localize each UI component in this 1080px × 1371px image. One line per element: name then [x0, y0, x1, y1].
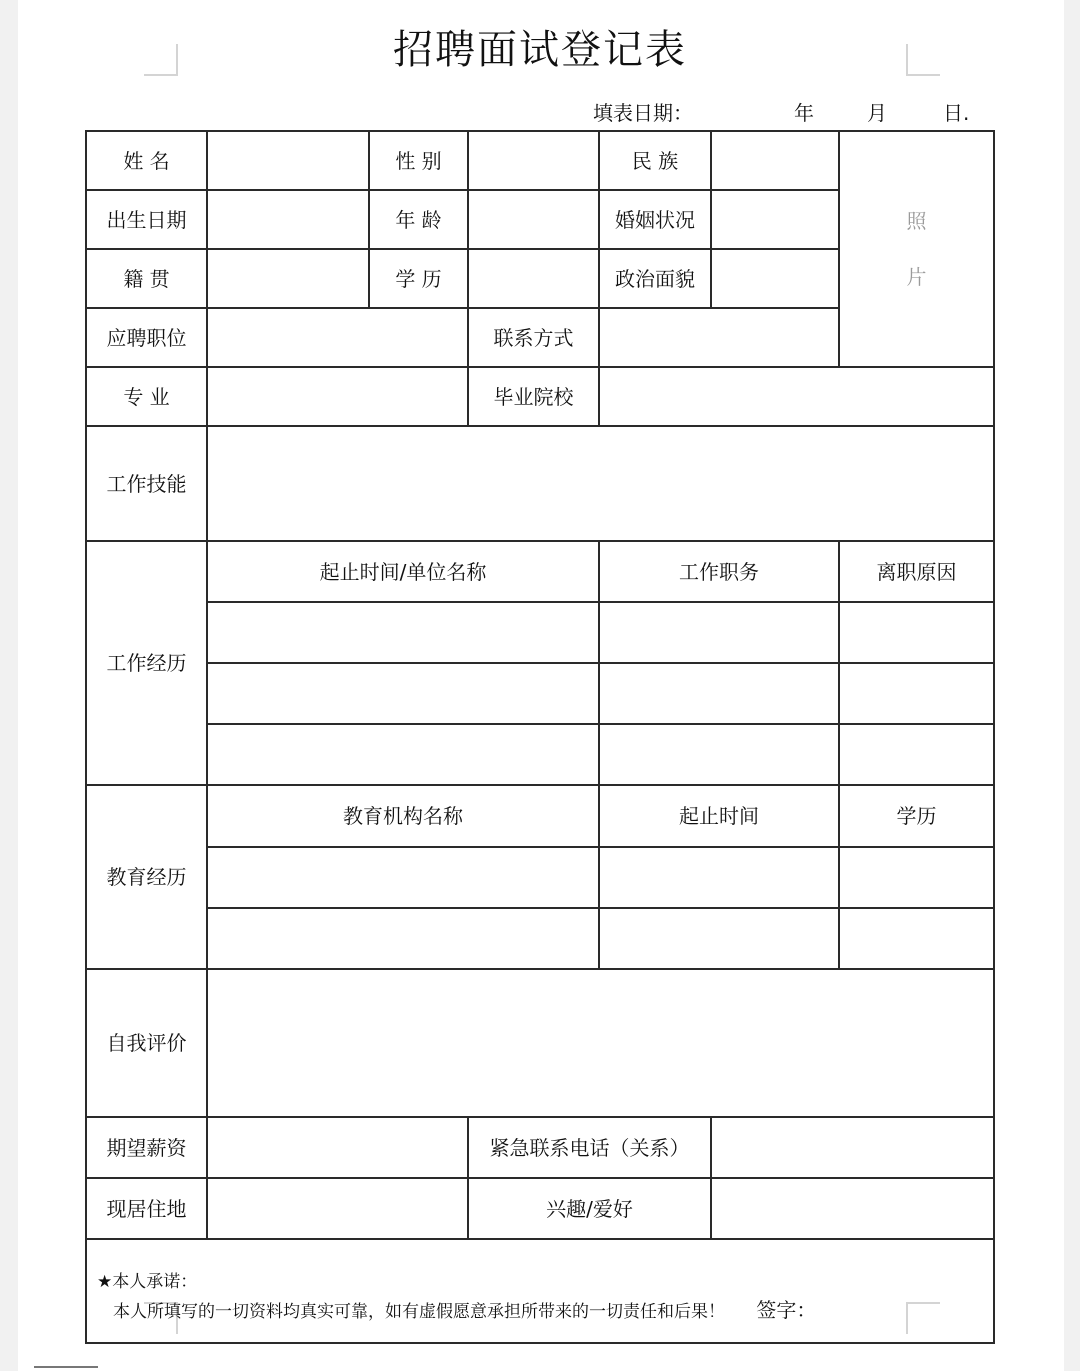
contact-label: 联系方式 — [468, 308, 599, 367]
hobbies-label: 兴趣/爱好 — [468, 1178, 711, 1239]
name-label: 姓 名 — [86, 131, 207, 190]
date-label: 填表日期： — [593, 101, 693, 125]
native-place-field[interactable] — [207, 249, 369, 308]
age-label: 年 龄 — [369, 190, 468, 249]
name-field[interactable] — [207, 131, 369, 190]
work-position-field[interactable] — [599, 602, 839, 663]
native-place-label: 籍 贯 — [86, 249, 207, 308]
promise-line — [97, 1296, 993, 1326]
leave-reason-field[interactable] — [839, 724, 994, 785]
skills-field[interactable] — [207, 426, 994, 541]
photo-box[interactable] — [839, 131, 994, 367]
institution-field[interactable] — [207, 847, 599, 908]
degree-field[interactable] — [839, 908, 994, 969]
contact-field[interactable] — [599, 308, 839, 367]
work-period-field[interactable] — [207, 663, 599, 724]
work-period-company-header: 起止时间/单位名称 — [207, 541, 599, 602]
political-status-field[interactable] — [711, 249, 839, 308]
study-period-header: 起止时间 — [599, 785, 839, 847]
birth-date-field[interactable] — [207, 190, 369, 249]
leave-reason-field[interactable] — [839, 663, 994, 724]
education-label: 学 历 — [369, 249, 468, 308]
marital-status-field[interactable] — [711, 190, 839, 249]
promise-text: 本人所填写的一切资料均真实可靠，如有虚假愿意承担所带来的一切责任和后果！ — [113, 1302, 725, 1322]
education-field[interactable] — [468, 249, 599, 308]
page-title: 招聘面试登记表 — [393, 27, 687, 73]
salary-field[interactable] — [207, 1117, 468, 1178]
emergency-contact-label: 紧急联系电话（关系） — [468, 1117, 711, 1178]
work-period-field[interactable] — [207, 602, 599, 663]
institution-header: 教育机构名称 — [207, 785, 599, 847]
promise-title: ★本人承诺： — [97, 1272, 198, 1292]
birth-date-label: 出生日期 — [86, 190, 207, 249]
ethnicity-label: 民 族 — [599, 131, 711, 190]
leave-reason-field[interactable] — [839, 602, 994, 663]
school-label: 毕业院校 — [468, 367, 599, 426]
work-position-field[interactable] — [599, 724, 839, 785]
study-period-field[interactable] — [599, 847, 839, 908]
major-field[interactable] — [207, 367, 468, 426]
school-field[interactable] — [599, 367, 994, 426]
marital-status-label: 婚姻状况 — [599, 190, 711, 249]
registration-form-table — [85, 130, 995, 1344]
date-day-label: 日. — [943, 101, 970, 125]
degree-header: 学历 — [839, 785, 994, 847]
scroll-indicator — [34, 1366, 98, 1368]
photo-label: 照片 — [906, 209, 927, 289]
work-position-field[interactable] — [599, 663, 839, 724]
work-experience-label: 工作经历 — [86, 541, 207, 785]
leave-reason-header: 离职原因 — [839, 541, 994, 602]
degree-field[interactable] — [839, 847, 994, 908]
ethnicity-field[interactable] — [711, 131, 839, 190]
institution-field[interactable] — [207, 908, 599, 969]
position-field[interactable] — [207, 308, 468, 367]
address-label: 现居住地 — [86, 1178, 207, 1239]
signature-label: 签字： — [756, 1298, 817, 1322]
gender-label: 性 别 — [369, 131, 468, 190]
date-year-label: 年 — [794, 101, 814, 125]
major-label: 专 业 — [86, 367, 207, 426]
gender-field[interactable] — [468, 131, 599, 190]
hobbies-field[interactable] — [711, 1178, 994, 1239]
self-evaluation-label: 自我评价 — [86, 969, 207, 1117]
salary-label: 期望薪资 — [86, 1117, 207, 1178]
political-status-label: 政治面貌 — [599, 249, 711, 308]
promise-section — [86, 1239, 994, 1343]
skills-label: 工作技能 — [86, 426, 207, 541]
position-label: 应聘职位 — [86, 308, 207, 367]
study-period-field[interactable] — [599, 908, 839, 969]
education-history-label: 教育经历 — [86, 785, 207, 969]
date-month-label: 月 — [867, 101, 887, 125]
emergency-contact-field[interactable] — [711, 1117, 994, 1178]
work-position-header: 工作职务 — [599, 541, 839, 602]
self-evaluation-field[interactable] — [207, 969, 994, 1117]
address-field[interactable] — [207, 1178, 468, 1239]
age-field[interactable] — [468, 190, 599, 249]
work-period-field[interactable] — [207, 724, 599, 785]
